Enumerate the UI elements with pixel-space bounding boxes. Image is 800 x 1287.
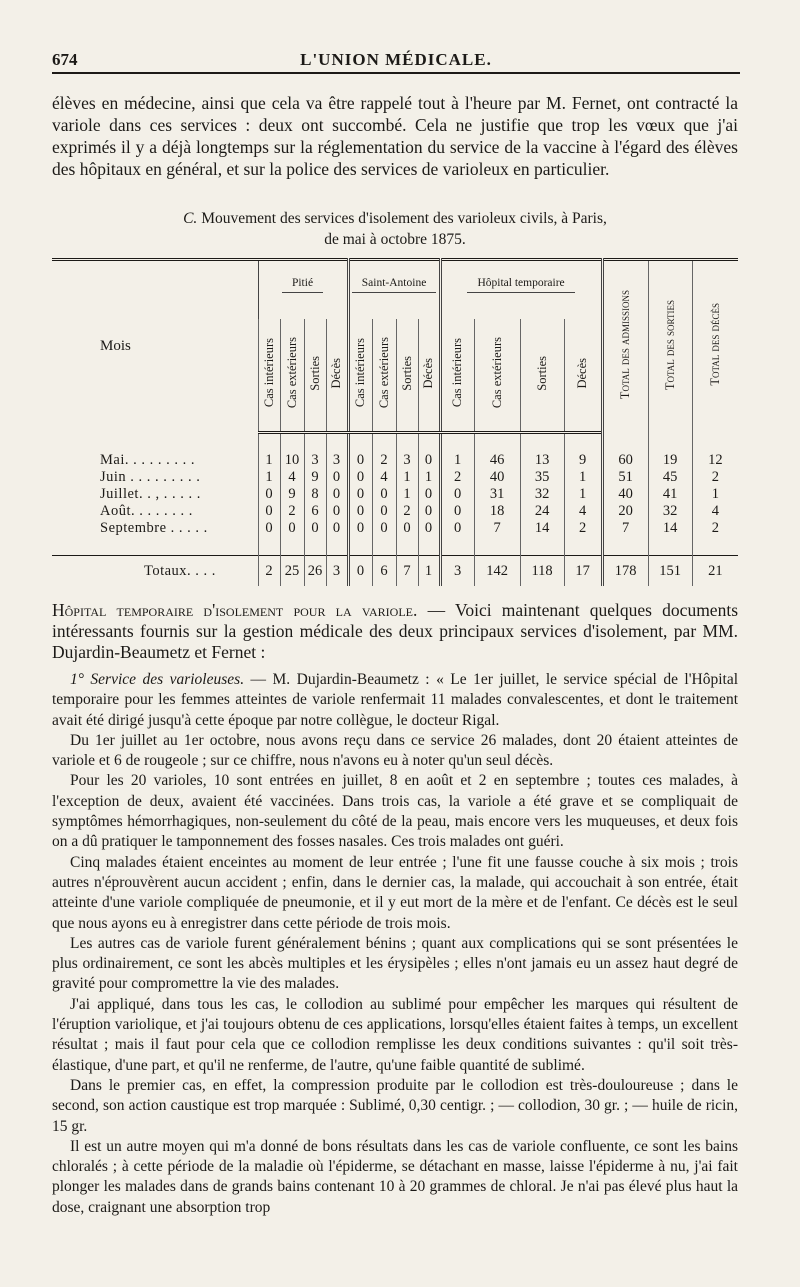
paragraph-text: Il est un autre moyen qui m'a donné de bons résultats dans les cas de variole confluente, ce sont les bains chloralés ; à cette période de la maladie où l'épiderme, se détachant en masse, laisse l'épiderme à nu, j'ai fait plonger les malades dans de grands bains contenant 10 à 20 grammes de chloral. Je n'ai pas élevé plus haut la dose, craignant une absorption trop <box>52 1137 738 1216</box>
table-cell: 151 <box>648 556 692 587</box>
table-cell: 1 <box>396 469 418 486</box>
table-cell: 6 <box>304 503 326 520</box>
table-cell: 40 <box>602 486 648 503</box>
table-cell: 20 <box>602 503 648 520</box>
intro-paragraph: élèves en médecine, ainsi que cela va être rappelé tout à l'heure par M. Fernet, ont contracté la variole dans ces services : deux ont succombé. Cela ne justifie que trop les vœux que j'ai exprimés il y a déjà longtemps sur la réglementation du service de la vaccine à l'égard des élèves des hôpitaux en général, et sur la police des services de varioleux en particulier. <box>52 93 738 179</box>
table-cell: 25 <box>280 556 304 587</box>
table-cell: 0 <box>326 469 348 486</box>
table-cell: 3 <box>304 452 326 469</box>
row-label: Septembre . . . . . <box>100 520 208 536</box>
table-cell: 51 <box>602 469 648 486</box>
table-cell: 2 <box>280 503 304 520</box>
running-header <box>52 44 740 74</box>
column-header: Sorties <box>520 319 564 433</box>
table-cell: 4 <box>280 469 304 486</box>
table-cell: 1 <box>564 486 602 503</box>
table-cell: 9 <box>280 486 304 503</box>
table-cell: 142 <box>474 556 520 587</box>
table-cell: 14 <box>648 520 692 537</box>
table-cell: 2 <box>564 520 602 537</box>
table-cell: 0 <box>280 520 304 537</box>
table-cell: 1 <box>564 469 602 486</box>
table-cell: 0 <box>348 503 372 520</box>
smallpox-table <box>52 258 738 586</box>
table-cell: 1 <box>258 469 280 486</box>
caption-lead: C. <box>183 210 198 227</box>
paragraph-text: Pour les 20 varioles, 10 sont entrées en juillet, 8 en août et 2 en septembre ; toutes ces malades, à l'exception de deux, avaient été vaccinées. Dans trois cas, la variole a été grave et se compliquait de symptômes hémorrhagiques, non-seulement du côté de la peau, mais encore vers les muqueuses, et deux fois on a dû pratiquer le tamponnement des fosses nasales. Ces trois malades ont guéri. <box>52 772 738 851</box>
table-cell: 0 <box>326 486 348 503</box>
column-header: Décès <box>564 319 602 433</box>
table-cell: 0 <box>418 520 440 537</box>
row-header: Mois <box>100 338 131 355</box>
row-label: Totaux. . . . <box>52 556 258 587</box>
column-header: Total des sorties <box>648 260 692 433</box>
paragraph-text: Cinq malades étaient enceintes au moment de leur entrée ; l'une fit une fausse couche à six mois ; trois autres n'éprouvèrent aucun accident ; enfin, dans le dernier cas, la malade, qui accouchait à son entrée, était atteinte d'une variole compliquée de pneumonie, et il y eut mort de la mère et de l'enfant. Ce décès est le seul que nous ayons eu à enregistrer dans cette période de trois mois. <box>52 853 738 932</box>
table-cell: 0 <box>418 452 440 469</box>
table-cell: 0 <box>258 520 280 537</box>
table-cell: 6 <box>372 556 396 587</box>
table-cell: 17 <box>564 556 602 587</box>
table-cell: 2 <box>692 469 738 486</box>
paragraph-text: J'ai appliqué, dans tous les cas, le collodion au sublimé pour empêcher les marques qui résultent de l'éruption variolique, et j'ai toujours obtenu de ces applications, lorsqu'elles étaient faites à temps, un excellent résultat ; mais il faut pour cela que ce collodion remplisse les deux conditions suivantes : qu'il soit très-élastique, d'une part, et qu'il ne renferme, de l'autre, qu'une faible quantité de sublimé. <box>52 995 738 1074</box>
table-cell: 8 <box>304 486 326 503</box>
table-cell: 0 <box>396 520 418 537</box>
page-number: 674 <box>52 50 78 69</box>
table-cell: 2 <box>440 469 474 486</box>
table-cell: 0 <box>372 486 396 503</box>
table-cell: 1 <box>440 452 474 469</box>
section-heading: Hôpital temporaire d'isolement pour la variole. <box>52 600 418 620</box>
table-cell: 4 <box>564 503 602 520</box>
table-cell: 21 <box>692 556 738 587</box>
column-header: Cas extérieurs <box>280 319 304 433</box>
body-paragraph <box>52 934 738 995</box>
column-header: Cas intérieurs <box>440 319 474 433</box>
table-cell: 1 <box>692 486 738 503</box>
paragraph-text: Les autres cas de variole furent généralement bénins ; quant aux complications qui se sont présentées le plus ordinairement, ce sont les abcès multiples et les érysipèles ; elles n'ont jamais eu un assez haut degré de gravité pour compromettre la vie des malades. <box>52 934 738 993</box>
paragraph-text: Dans le premier cas, en effet, la compression produite par le collodion est très-douloureuse ; dans le second, son action caustique est trop marquée : Sublimé, 0,30 centigr. ; — collodion, 30 gr. ; — huile de ricin, 15 gr. <box>52 1076 738 1135</box>
table-caption <box>52 208 738 250</box>
table-cell: 0 <box>348 556 372 587</box>
table-cell: 18 <box>474 503 520 520</box>
table-cell: 3 <box>396 452 418 469</box>
table-cell: 45 <box>648 469 692 486</box>
table-cell: 32 <box>648 503 692 520</box>
column-header: Cas intérieurs <box>348 319 372 433</box>
journal-title: L'UNION MÉDICALE. <box>300 50 492 69</box>
table-cell: 2 <box>692 520 738 537</box>
table-cell: 40 <box>474 469 520 486</box>
column-header: Total des admissions <box>602 260 648 433</box>
table-cell: 46 <box>474 452 520 469</box>
table-cell: 7 <box>474 520 520 537</box>
table-cell: 32 <box>520 486 564 503</box>
table-cell: 1 <box>418 469 440 486</box>
table-cell: 178 <box>602 556 648 587</box>
table-row <box>52 469 738 486</box>
group-header: Saint-Antoine <box>348 260 440 320</box>
table-cell: 13 <box>520 452 564 469</box>
table-cell: 41 <box>648 486 692 503</box>
table-cell: 1 <box>418 556 440 587</box>
row-label: Juillet. . , . . . . . <box>100 486 201 502</box>
section-intro <box>52 600 738 663</box>
body-paragraph <box>52 1076 738 1137</box>
caption-line-2: de mai à octobre 1875. <box>324 231 466 248</box>
table-cell: 4 <box>692 503 738 520</box>
table-cell: 3 <box>440 556 474 587</box>
table-cell: 26 <box>304 556 326 587</box>
table-cell: 0 <box>440 520 474 537</box>
table-cell: 7 <box>602 520 648 537</box>
body-paragraph <box>52 731 738 772</box>
table-cell: 12 <box>692 452 738 469</box>
table-cell: 0 <box>326 503 348 520</box>
table-row <box>52 520 738 537</box>
table-cell: 2 <box>258 556 280 587</box>
paragraph-text: Du 1er juillet au 1er octobre, nous avons reçu dans ce service 26 malades, dont 20 étaient atteintes de variole et 6 de rougeole ; sur ce chiffre, nous n'avons eu à noter qu'un seul décès. <box>52 731 738 770</box>
table-cell: 9 <box>564 452 602 469</box>
table-cell: 3 <box>326 452 348 469</box>
table-cell: 0 <box>440 503 474 520</box>
table-cell: 4 <box>372 469 396 486</box>
table-cell: 0 <box>348 469 372 486</box>
group-header: Hôpital temporaire <box>440 260 602 320</box>
table-cell: 7 <box>396 556 418 587</box>
paragraph-lead: 1° Service des varioleuses. <box>70 671 245 688</box>
table-cell: 0 <box>372 503 396 520</box>
table-cell: 60 <box>602 452 648 469</box>
body-paragraph <box>52 1137 738 1218</box>
table-cell: 0 <box>440 486 474 503</box>
column-header: Sorties <box>396 319 418 433</box>
table-cell: 118 <box>520 556 564 587</box>
table-cell: 0 <box>418 486 440 503</box>
body-paragraph <box>52 853 738 934</box>
column-header: Cas extérieurs <box>372 319 396 433</box>
table-row <box>52 503 738 520</box>
table-cell: 0 <box>304 520 326 537</box>
body-paragraph <box>52 670 738 731</box>
table-cell: 0 <box>348 520 372 537</box>
table-cell: 1 <box>258 452 280 469</box>
row-label: Mai. . . . . . . . . <box>100 452 195 468</box>
totals-row <box>52 556 738 587</box>
column-header: Décès <box>418 319 440 433</box>
column-header: Sorties <box>304 319 326 433</box>
table-cell: 3 <box>326 556 348 587</box>
table-cell: 0 <box>258 503 280 520</box>
column-header: Total des décès <box>692 260 738 433</box>
table-cell: 2 <box>396 503 418 520</box>
row-label: Août. . . . . . . . <box>100 503 193 519</box>
table-cell: 24 <box>520 503 564 520</box>
caption-line-1: Mouvement des services d'isolement des varioleux civils, à Paris, <box>201 210 607 227</box>
table-cell: 35 <box>520 469 564 486</box>
column-header: Cas extérieurs <box>474 319 520 433</box>
table-cell: 0 <box>418 503 440 520</box>
table-row <box>52 452 738 469</box>
table-cell: 10 <box>280 452 304 469</box>
section-text: — Voici maintenant quelques documents intéressants fournis sur la gestion médicale des deux principaux services d'isolement, par MM. Dujardin-Beaumetz et Fernet : <box>52 600 738 662</box>
table-cell: 0 <box>326 520 348 537</box>
table-cell: 14 <box>520 520 564 537</box>
body-text <box>52 670 738 1218</box>
table-cell: 0 <box>348 452 372 469</box>
body-paragraph <box>52 771 738 852</box>
table-cell: 19 <box>648 452 692 469</box>
table-cell: 0 <box>372 520 396 537</box>
table-cell: 1 <box>396 486 418 503</box>
table-cell: 0 <box>348 486 372 503</box>
body-paragraph <box>52 995 738 1076</box>
column-header: Décès <box>326 319 348 433</box>
table-cell: 0 <box>258 486 280 503</box>
table-cell: 9 <box>304 469 326 486</box>
group-header: Pitié <box>258 260 348 320</box>
table-row <box>52 486 738 503</box>
paragraph-text: — M. Dujardin-Beaumetz : « Le 1er juillet, le service spécial de l'Hôpital temporaire pour les femmes atteintes de variole renfermait 11 malades convalescentes, et dont le traitement avait été dirigé jusqu'à cette époque par notre collègue, le docteur Rigal. <box>52 671 739 729</box>
table-cell: 31 <box>474 486 520 503</box>
column-header: Cas intérieurs <box>258 319 280 433</box>
table-cell: 2 <box>372 452 396 469</box>
row-label: Juin . . . . . . . . . <box>100 469 201 485</box>
